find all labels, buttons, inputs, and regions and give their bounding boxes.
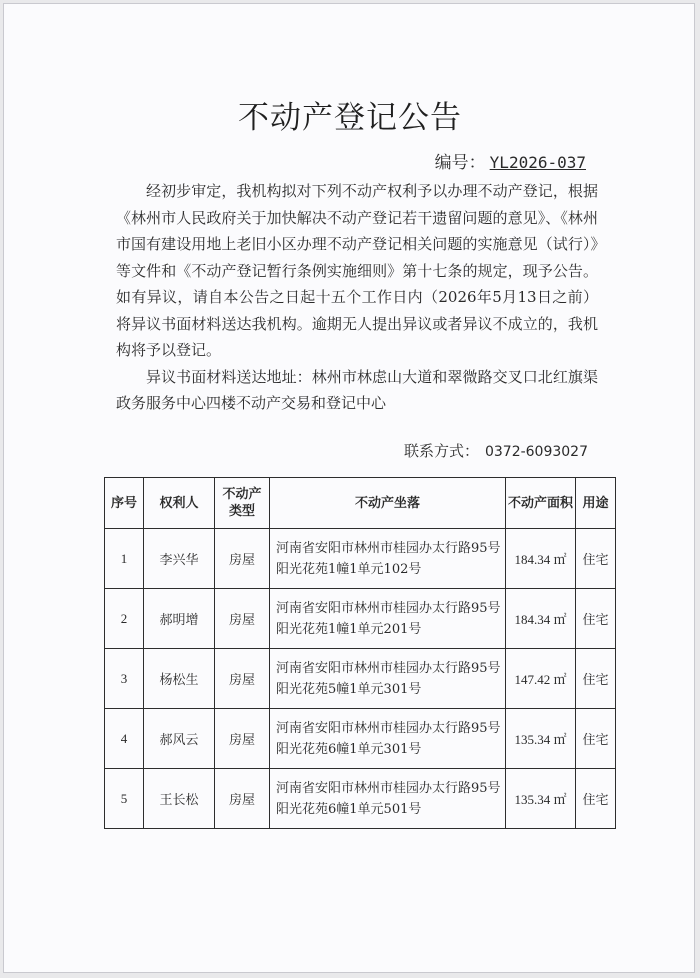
cell-location: 河南省安阳市林州市桂园办太行路95号阳光花苑6幢1单元301号 [270, 709, 506, 769]
table-row [105, 589, 616, 649]
cell-usage: 住宅 [576, 529, 616, 589]
cell-location: 河南省安阳市林州市桂园办太行路95号阳光花苑5幢1单元301号 [270, 649, 506, 709]
table-header-row [105, 478, 616, 529]
table-row [105, 649, 616, 709]
cell-area: 147.42 ㎡ [506, 649, 576, 709]
contact-label: 联系方式： [403, 442, 479, 460]
cell-serial: 3 [105, 649, 144, 709]
cell-owner: 郝风云 [144, 709, 215, 769]
cell-type: 房屋 [215, 649, 270, 709]
header-location: 不动产坐落 [270, 478, 506, 529]
cell-type: 房屋 [215, 709, 270, 769]
document-number-label: 编号： [434, 153, 486, 173]
cell-area: 184.34 ㎡ [506, 589, 576, 649]
cell-usage: 住宅 [576, 769, 616, 829]
cell-area: 135.34 ㎡ [506, 769, 576, 829]
header-type: 不动产类型 [215, 478, 270, 529]
cell-owner: 王长松 [144, 769, 215, 829]
cell-type: 房屋 [215, 769, 270, 829]
cell-type: 房屋 [215, 589, 270, 649]
announcement-body [116, 178, 598, 417]
objection-address-paragraph: 异议书面材料送达地址：林州市林虑山大道和翠微路交叉口北红旗渠政务服务中心四楼不动产交易和登记中心 [116, 367, 598, 412]
header-owner: 权利人 [144, 478, 215, 529]
cell-owner: 李兴华 [144, 529, 215, 589]
table-row [105, 709, 616, 769]
cell-serial: 4 [105, 709, 144, 769]
contact-info [404, 440, 588, 461]
table-row [105, 769, 616, 829]
cell-serial: 5 [105, 769, 144, 829]
contact-phone: 0372-6093027 [484, 444, 588, 460]
cell-area: 135.34 ㎡ [506, 709, 576, 769]
header-serial: 序号 [105, 478, 144, 529]
cell-owner: 杨松生 [144, 649, 215, 709]
header-usage: 用途 [576, 478, 616, 529]
page-title: 不动产登记公告 [238, 100, 462, 136]
cell-location: 河南省安阳市林州市桂园办太行路95号阳光花苑6幢1单元501号 [270, 769, 506, 829]
cell-usage: 住宅 [576, 589, 616, 649]
cell-area: 184.34 ㎡ [506, 529, 576, 589]
document-number-value: YL2026-037 [489, 153, 586, 172]
cell-serial: 2 [105, 589, 144, 649]
table-row [105, 529, 616, 589]
cell-location: 河南省安阳市林州市桂园办太行路95号阳光花苑1幢1单元201号 [270, 589, 506, 649]
cell-owner: 郝明增 [144, 589, 215, 649]
cell-serial: 1 [105, 529, 144, 589]
cell-type: 房屋 [215, 529, 270, 589]
cell-location: 河南省安阳市林州市桂园办太行路95号阳光花苑1幢1单元102号 [270, 529, 506, 589]
header-area: 不动产面积 [506, 478, 576, 529]
registration-table [104, 477, 616, 829]
cell-usage: 住宅 [576, 709, 616, 769]
cell-usage: 住宅 [576, 649, 616, 709]
announcement-paragraph: 经初步审定，我机构拟对下列不动产权利予以办理不动产登记，根据《林州市人民政府关于加快解决不动产登记若干遗留问题的意见》、《林州市国有建设用地上老旧小区办理不动产登记相关问题的实施意见（试行）》等文件和《不动产登记暂行条例实施细则》第十七条的规定，现予公告。如有异议，请自本公告之日起十五个工作日内（2026年5月13日之前）将异议书面材料送达我机构。逾期无人提出异议或者异议不成立的，我机构将予以登记。 [116, 182, 598, 359]
document-number [435, 148, 586, 173]
